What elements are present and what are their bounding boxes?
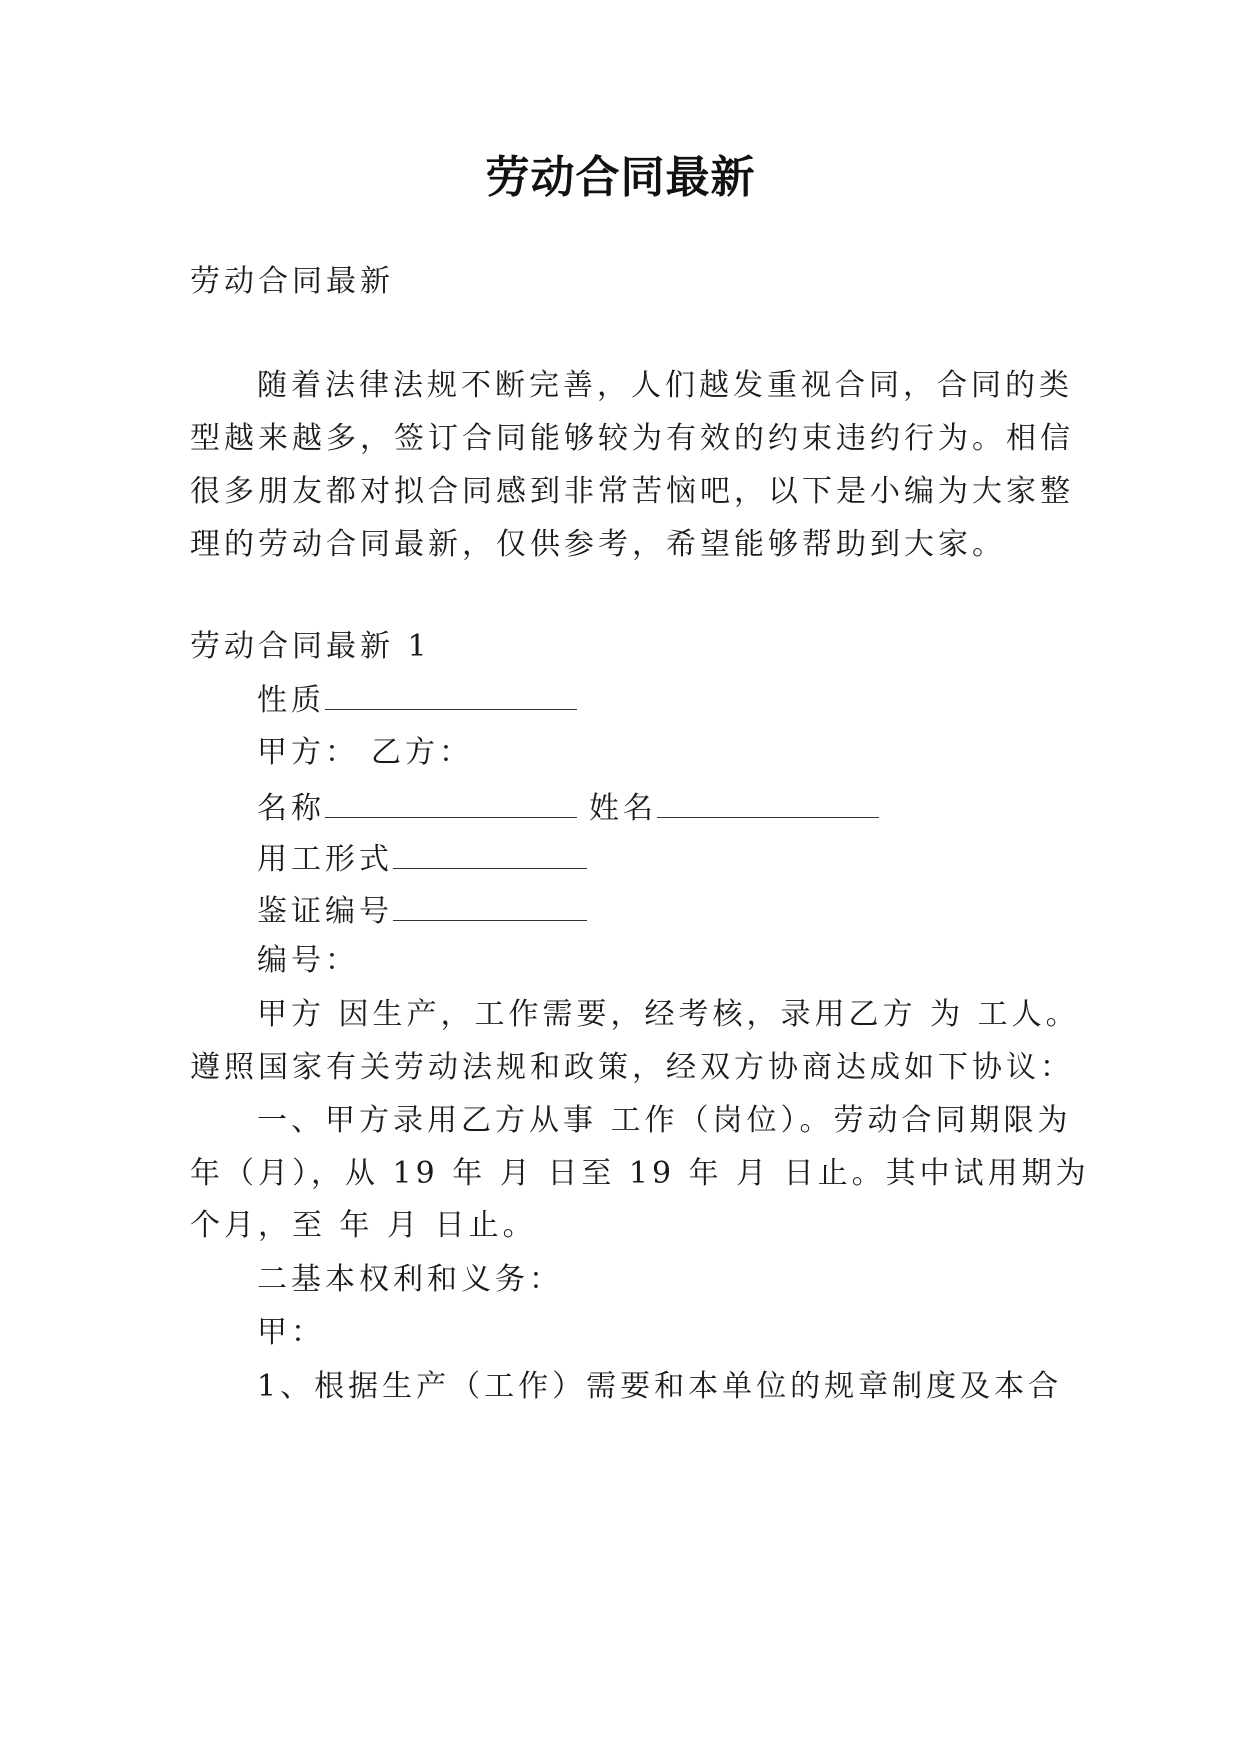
document-title: 劳动合同最新	[485, 152, 756, 203]
employment-form-field	[257, 838, 599, 880]
section-heading: 劳动合同最新 1	[190, 629, 431, 664]
parties-line	[257, 733, 473, 773]
name-line	[257, 787, 891, 829]
section-2-heading: 二基本权利和义务：	[257, 1262, 563, 1297]
intro-line-3: 很多朋友都对拟合同感到非常苦恼吧，以下是小编为大家整	[190, 474, 1074, 509]
party-a-label: 甲方：	[257, 735, 359, 770]
intro-line-1: 随着法律法规不断完善，人们越发重视合同，合同的类	[257, 368, 1073, 403]
nature-blank	[325, 679, 577, 710]
serial-no-label: 编号：	[257, 943, 359, 978]
body-p2-line-3: 个月，至 年 月 日止。	[190, 1208, 537, 1243]
body-p2-line-1: 一、甲方录用乙方从事 工作（岗位）。劳动合同期限为	[257, 1103, 1072, 1138]
name-org-label: 名称	[257, 791, 325, 826]
party-b-label: 乙方：	[371, 735, 473, 770]
document-subtitle: 劳动合同最新	[190, 264, 394, 299]
intro-line-2: 型越来越多，签订合同能够较为有效的约束违约行为。相信	[190, 421, 1074, 456]
employment-form-label: 用工形式	[257, 842, 393, 877]
party-a-heading: 甲：	[257, 1315, 325, 1350]
nature-field	[257, 679, 589, 721]
verification-no-blank	[393, 890, 587, 921]
name-org-blank	[325, 787, 577, 818]
employment-form-blank	[393, 838, 587, 869]
verification-no-field	[257, 890, 599, 932]
body-p1-line-1: 甲方 因生产，工作需要，经考核，录用乙方 为 工人。	[257, 997, 1080, 1032]
name-person-blank	[657, 787, 879, 818]
verification-no-label: 鉴证编号	[257, 894, 393, 929]
name-person-label: 姓名	[589, 791, 657, 826]
body-p1-line-2: 遵照国家有关劳动法规和政策，经双方协商达成如下协议：	[190, 1050, 1074, 1085]
intro-line-4: 理的劳动合同最新，仅供参考，希望能够帮助到大家。	[190, 527, 1006, 562]
item-1: 1、根据生产（工作）需要和本单位的规章制度及本合	[257, 1369, 1063, 1404]
nature-label: 性质	[257, 683, 325, 718]
body-p2-line-2: 年（月），从 19 年 月 日至 19 年 月 日止。其中试用期为	[190, 1156, 1090, 1191]
